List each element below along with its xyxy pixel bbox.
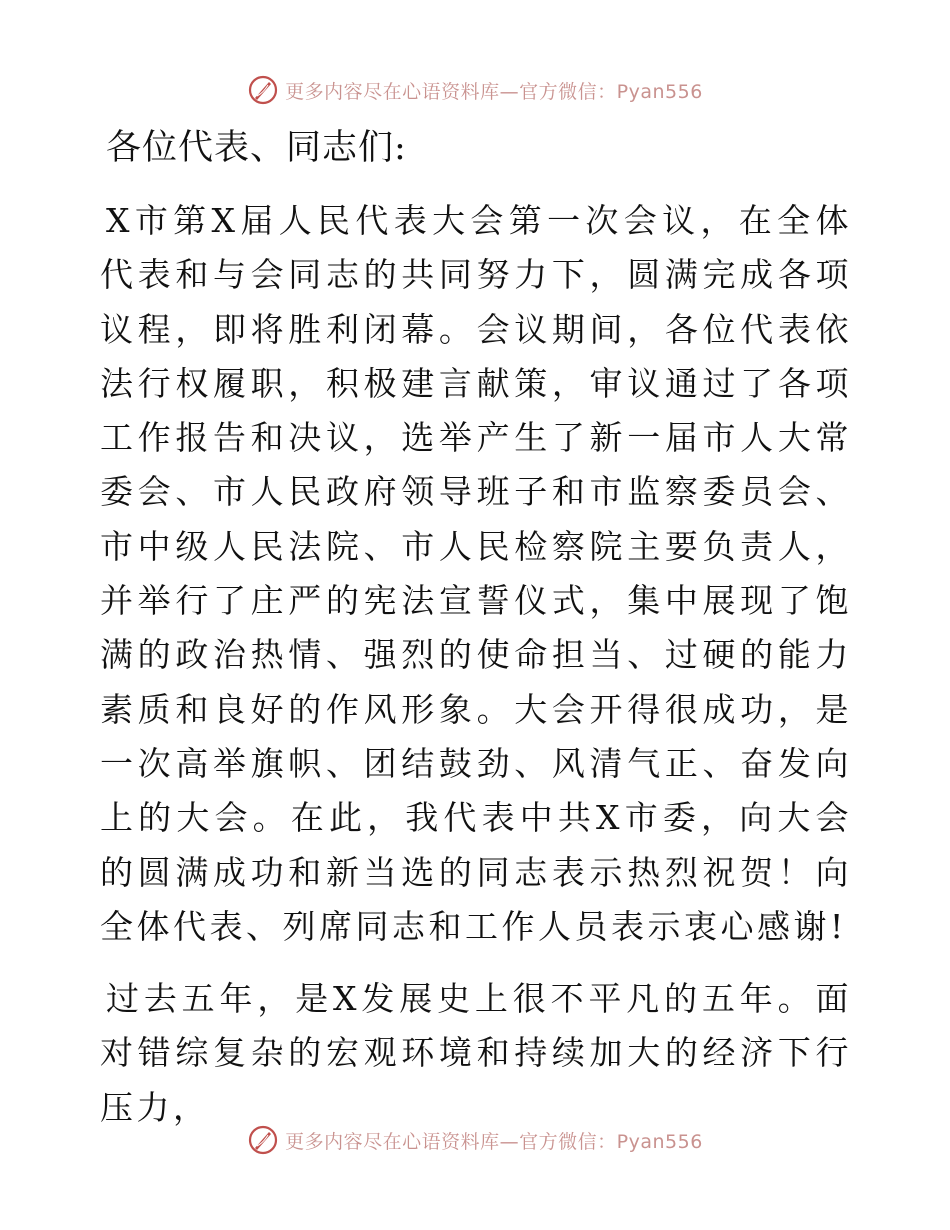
footer-watermark [0,1120,950,1160]
paragraph-2: 过去五年，是X发展史上很不平凡的五年。面对错综复杂的宏观环境和持续加大的经济下行压力， [100,979,852,1127]
quill-pen-circle-icon [247,74,279,106]
watermark-text: 更多内容尽在心语资料库—官方微信：Pyan556 [285,80,703,103]
document-body [100,122,852,1153]
salutation: 各位代表、同志们: [106,128,407,168]
quill-pen-circle-icon [247,1124,279,1156]
watermark-text: 更多内容尽在心语资料库—官方微信：Pyan556 [285,1130,703,1153]
header-watermark [0,70,950,110]
paragraph-1: X市第X届人民代表大会第一次会议，在全体代表和与会同志的共同努力下，圆满完成各项议程，即将胜利闭幕。会议期间，各位代表依法行权履职，积极建言献策，审议通过了各项工作报告和决议，选举产生了新一届市人大常委会、市人民政府领导班子和市监察委员会、市中级人民法院、市人民检察院主要负责人，并举行了庄严的宪法宣誓仪式，集中展现了饱满的政治热情、强烈的使命担当、过硬的能力素质和良好的作风形象。大会开得很成功，是一次高举旗帜、团结鼓劲、风清气正、奋发向上的大会。在此，我代表中共X市委，向大会的圆满成功和新当选的同志表示热烈祝贺！向全体代表、列席同志和工作人员表示衷心感谢! [100,201,852,946]
